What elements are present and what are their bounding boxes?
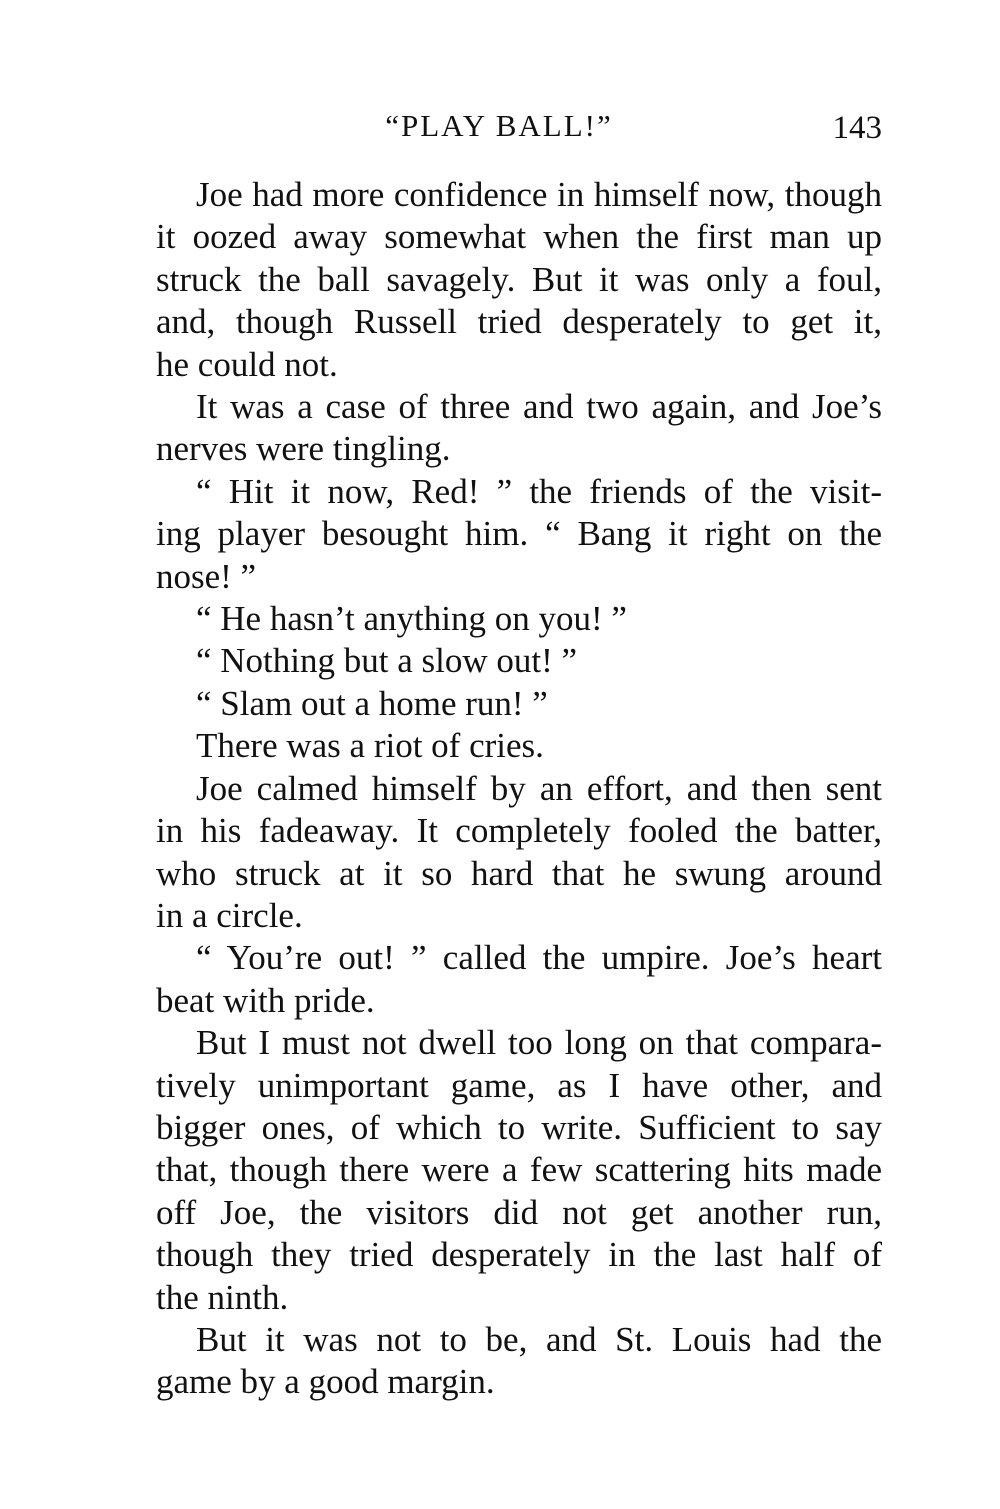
- page-number: 143: [832, 110, 882, 146]
- paragraph: [116, 683, 882, 725]
- text-line: game by a good margin.: [156, 1362, 495, 1402]
- text-line: he could not.: [156, 344, 338, 384]
- text-line: “ He hasn’t anything on you! ”: [196, 599, 627, 639]
- text-line: who struck at it so hard that he swung around: [156, 853, 882, 893]
- text-line: it oozed away somewhat when the first man up: [156, 217, 882, 257]
- running-header: [116, 108, 882, 156]
- text-line: But it was not to be, and St. Louis had the: [196, 1319, 882, 1359]
- paragraph: [116, 937, 882, 1022]
- text-line: nose! ”: [156, 556, 257, 596]
- paragraph: [116, 768, 882, 938]
- text-line: tively unimportant game, as I have other, and: [156, 1065, 882, 1105]
- text-line: bigger ones, of which to write. Sufficient to say: [156, 1107, 882, 1147]
- text-line: Joe calmed himself by an effort, and then sent: [196, 768, 882, 808]
- text-line: and, though Russell tried desperately to get it,: [156, 302, 882, 342]
- text-line: There was a riot of cries.: [196, 726, 544, 766]
- chapter-title: “PLAY BALL!”: [385, 108, 613, 143]
- paragraph: [116, 598, 882, 640]
- paragraph: [116, 471, 882, 598]
- text-line: that, though there were a few scattering hits made: [156, 1150, 882, 1190]
- paragraph: [116, 1022, 882, 1319]
- paragraph: [116, 640, 882, 682]
- paragraph: [116, 1319, 882, 1404]
- text-line: beat with pride.: [156, 980, 375, 1020]
- text-line: But I must not dwell too long on that compara-: [196, 1023, 882, 1063]
- text-line: “ Hit it now, Red! ” the friends of the visit-: [196, 471, 882, 511]
- text-line: in a circle.: [156, 895, 303, 935]
- text-line: ing player besought him. “ Bang it right on the: [156, 514, 882, 554]
- paragraph: [116, 174, 882, 386]
- text-line: Joe had more confidence in himself now, though: [196, 175, 882, 214]
- text-line: “ Slam out a home run! ”: [196, 683, 548, 723]
- text-line: “ Nothing but a slow out! ”: [196, 641, 578, 681]
- body-text: [116, 174, 882, 1404]
- text-line: “ You’re out! ” called the umpire. Joe’s heart: [196, 938, 882, 978]
- text-line: struck the ball savagely. But it was only a foul,: [156, 259, 882, 299]
- text-line: though they tried desperately in the last half of: [156, 1235, 882, 1275]
- text-line: off Joe, the visitors did not get another run,: [156, 1192, 882, 1232]
- text-line: It was a case of three and two again, and Joe’s: [196, 387, 882, 427]
- text-line: the ninth.: [156, 1277, 289, 1317]
- paragraph: [116, 725, 882, 767]
- paragraph: [116, 386, 882, 471]
- text-line: in his fadeaway. It completely fooled the batter,: [156, 811, 882, 851]
- text-line: nerves were tingling.: [156, 429, 451, 469]
